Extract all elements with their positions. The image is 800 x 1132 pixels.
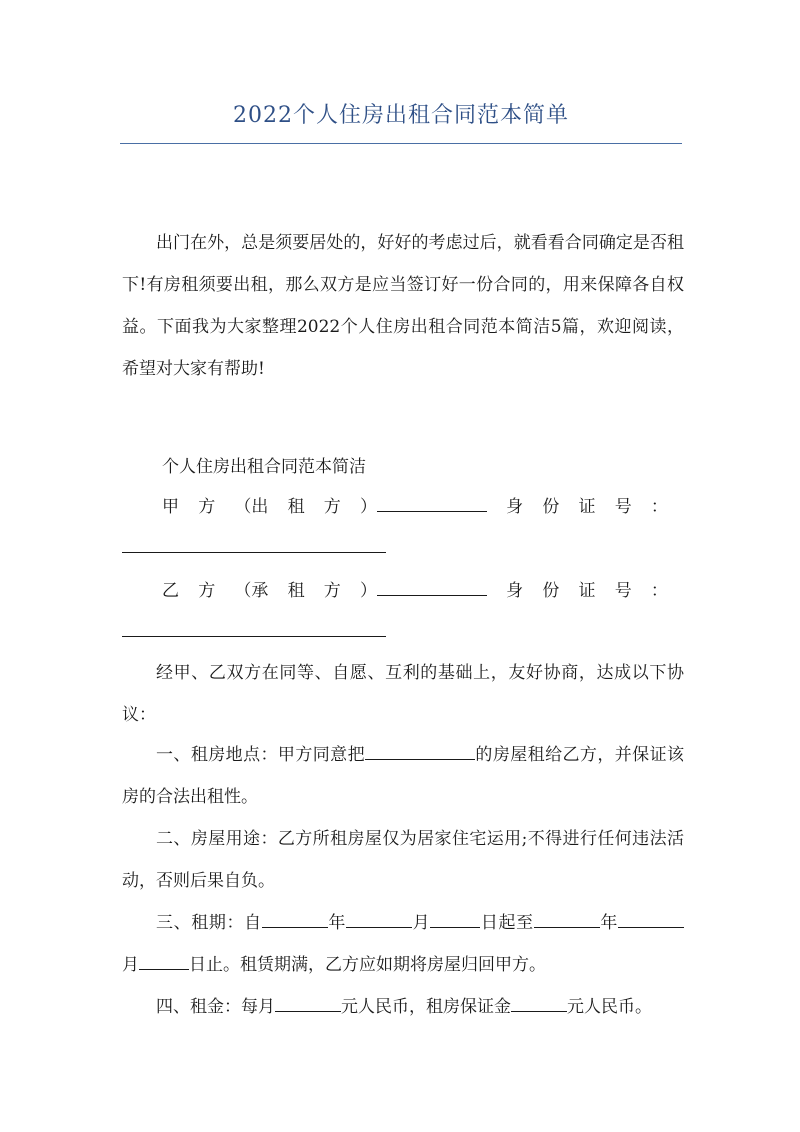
clause-3: [122, 902, 684, 986]
party-b-char: 租: [287, 581, 305, 601]
party-b-char: （承: [234, 581, 269, 601]
party-a-id-char: 证: [578, 497, 596, 517]
monthly-rent-field[interactable]: [275, 993, 341, 1012]
clause-4-text: 四、租金：每月 元人民币，租房保证金 元人民币。: [122, 986, 684, 1028]
party-a-char: 方: [323, 497, 341, 517]
clause-2-text: 二、房屋用途：乙方所租房屋仅为居家住宅运用;不得进行任何违法活动，否则后果自负。: [122, 829, 684, 891]
party-b-id-char: 证: [578, 581, 596, 601]
party-a-name-field[interactable]: ）: [360, 492, 487, 517]
party-a-id-char: 份: [542, 497, 560, 517]
party-b-id-field[interactable]: [122, 618, 684, 642]
document-title: 2022个人住房出租合同范本简单: [233, 103, 569, 128]
start-day-field[interactable]: [430, 909, 480, 928]
clause-1: [122, 734, 684, 818]
party-a-line: [162, 492, 668, 517]
clause-1-address-field[interactable]: [365, 741, 475, 760]
party-a-id-char: 号: [614, 497, 632, 517]
end-day-field[interactable]: [139, 951, 189, 970]
party-b-id-char: ：: [650, 581, 668, 601]
clause-2: [122, 818, 684, 902]
intro-paragraph: 出门在外，总是须要居处的，好好的考虑过后，就看看合同确定是否租下!有房租须要出租，那么双方是应当签订好一份合同的，用来保障各自权益。下面我为大家整理2022个人住房出租合同范本简洁5篇，欢迎阅读，希望对大家有帮助!: [122, 233, 684, 379]
clause-1-text: 一、租房地点：甲方同意把 的房屋租给乙方，并保证该房的合法出租性。: [122, 734, 684, 818]
agreement-block: [122, 652, 684, 736]
end-month-field[interactable]: [618, 909, 684, 928]
party-b-char: 方: [198, 581, 216, 601]
party-a-char: 甲: [162, 497, 179, 517]
end-year-field[interactable]: [534, 909, 600, 928]
title-divider: [120, 143, 682, 144]
party-b-line: [162, 576, 668, 601]
party-a-id-char: ：: [650, 497, 668, 517]
agreement-intro: 经甲、乙双方在同等、自愿、互利的基础上，友好协商，达成以下协议：: [122, 663, 684, 725]
party-a-id-char: 身: [506, 497, 524, 517]
party-b-id-char: 份: [542, 581, 560, 601]
party-b-id-char: 号: [614, 581, 632, 601]
start-year-field[interactable]: [262, 909, 328, 928]
start-month-field[interactable]: [346, 909, 412, 928]
party-a-id-field[interactable]: [122, 534, 684, 558]
party-b-char: 方: [323, 581, 341, 601]
party-a-char: 租: [287, 497, 305, 517]
party-b-char: 乙: [162, 581, 179, 601]
section-heading: 个人住房出租合同范本简洁: [162, 457, 366, 477]
clause-3-text: 三、租期：自 年 月 日起至 年月 日止。租赁期满，乙方应如期将房屋归回甲方。: [122, 902, 684, 986]
party-b-id-char: 身: [506, 581, 524, 601]
party-b-name-field[interactable]: ）: [360, 576, 487, 601]
party-a-char: 方: [198, 497, 216, 517]
clause-4: [122, 986, 684, 1028]
party-a-char: （出: [234, 497, 269, 517]
deposit-field[interactable]: [511, 993, 567, 1012]
intro-block: [122, 222, 684, 390]
